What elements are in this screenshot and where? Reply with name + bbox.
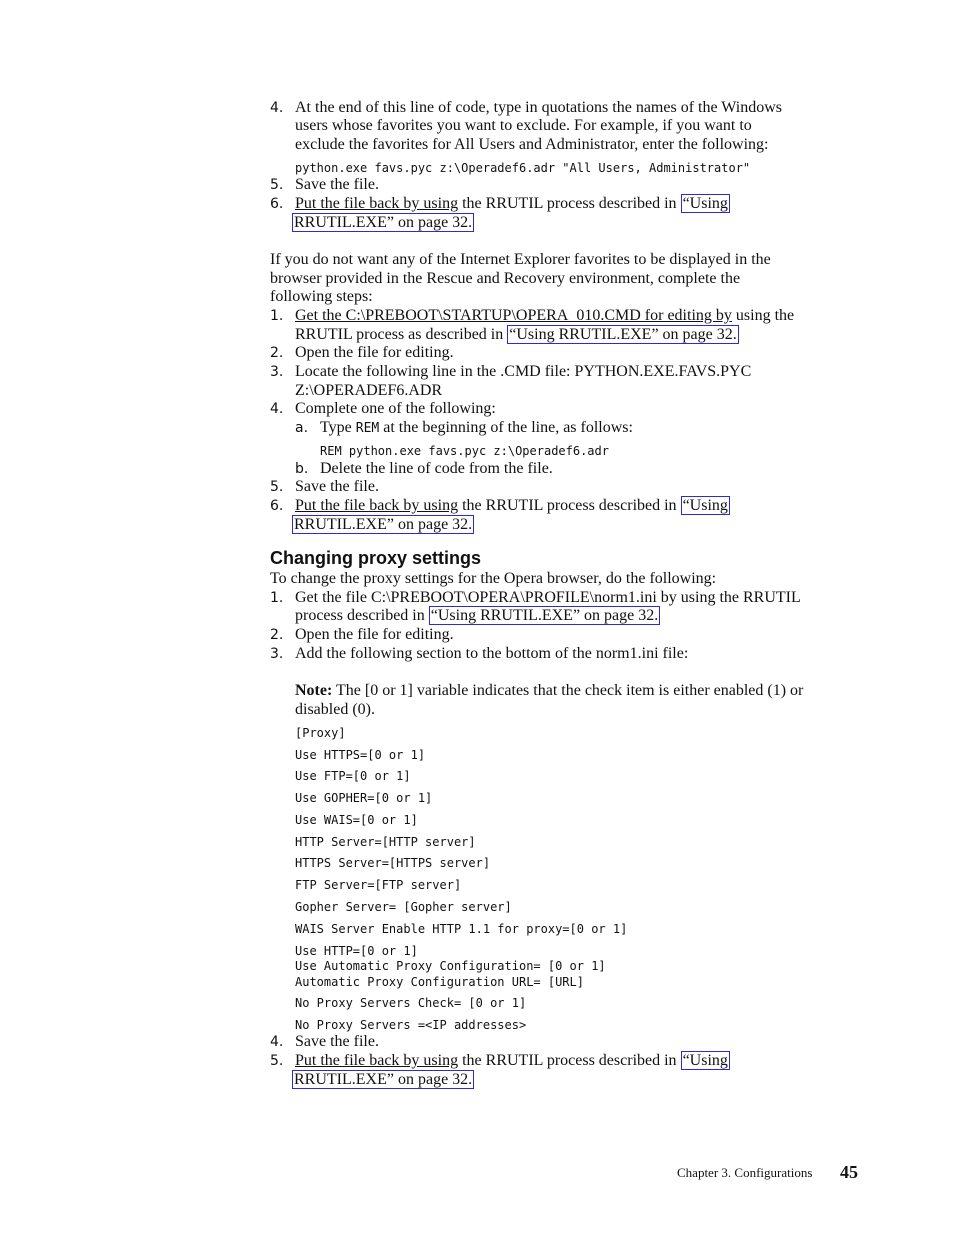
section-heading: Changing proxy settings	[270, 548, 482, 568]
inline-code: REM	[355, 421, 380, 436]
substep-letter: a.	[295, 420, 309, 436]
step-number: 1.	[270, 590, 284, 606]
step-text	[320, 419, 633, 438]
step-text: Open the file for editing.	[295, 626, 454, 643]
substep-letter: b.	[295, 461, 309, 477]
step-text	[295, 497, 730, 515]
step-number: 5.	[270, 1053, 284, 1069]
step-text	[295, 1052, 730, 1070]
code-line: HTTP Server=[HTTP server]	[295, 835, 476, 849]
code-line: WAIS Server Enable HTTP 1.1 for proxy=[0 or 1]	[295, 922, 628, 936]
code-line: Gopher Server= [Gopher server]	[295, 900, 512, 914]
step-text-segment: at the beginning of the line, as follows:	[379, 419, 633, 436]
step-number: 5.	[270, 479, 284, 495]
chapter-label: Chapter 3. Configurations	[677, 1165, 813, 1180]
step-text-segment: RRUTIL process as described in	[295, 326, 508, 343]
underlined-text: Put the file back by using	[295, 195, 459, 212]
cross-reference-link[interactable]: “Using	[682, 497, 728, 514]
page-number: 45	[840, 1162, 858, 1182]
step-text-segment: the RRUTIL process described in	[458, 1052, 681, 1069]
step-number: 2.	[270, 627, 284, 643]
step-number: 4.	[270, 401, 284, 417]
cross-reference-link[interactable]: “Using	[682, 195, 728, 212]
paragraph-text: browser provided in the Rescue and Recovery environment, complete the	[270, 270, 741, 287]
cross-reference-link[interactable]: “Using RRUTIL.EXE” on page 32.	[509, 326, 737, 343]
code-line: Use Automatic Proxy Configuration= [0 or 1]	[295, 959, 606, 973]
step-number: 1.	[270, 308, 284, 324]
step-number: 3.	[270, 364, 284, 380]
code-line: Use WAIS=[0 or 1]	[295, 813, 418, 827]
note	[295, 682, 803, 700]
paragraph-text: To change the proxy settings for the Opera browser, do the following:	[270, 570, 717, 587]
note-text: disabled (0).	[295, 701, 375, 718]
cross-reference-link[interactable]: “Using	[682, 1052, 728, 1069]
step-text-segment: using the	[731, 307, 795, 324]
step-text	[295, 607, 660, 625]
step-text: users whose favorites you want to exclude. For example, if you want to	[295, 117, 752, 134]
step-text-segment: the RRUTIL process described in	[458, 195, 681, 212]
step-text: Open the file for editing.	[295, 344, 454, 361]
step-number: 3.	[270, 646, 284, 662]
code-line: Use HTTP=[0 or 1]	[295, 944, 418, 958]
cross-reference-link[interactable]: RRUTIL.EXE” on page 32.	[294, 516, 473, 533]
step-text: Get the file C:\PREBOOT\OPERA\PROFILE\norm1.ini by using the RRUTIL	[295, 589, 801, 606]
code-line: [Proxy]	[295, 726, 346, 740]
step-text	[292, 214, 474, 232]
step-number: 5.	[270, 177, 284, 193]
cross-reference-link[interactable]: “Using RRUTIL.EXE” on page 32.	[430, 607, 659, 624]
code-line: Use HTTPS=[0 or 1]	[295, 748, 426, 762]
note-text: The [0 or 1] variable indicates that the check item is either enabled (1) or	[332, 682, 804, 699]
step-text: Save the file.	[295, 478, 379, 495]
code-line: FTP Server=[FTP server]	[295, 878, 462, 892]
paragraph-text: following steps:	[270, 288, 373, 305]
step-number: 6.	[270, 196, 284, 212]
step-text	[295, 195, 730, 213]
step-text: Complete one of the following:	[295, 400, 496, 417]
code-line: python.exe favs.pyc z:\Operadef6.adr "All Users, Administrator"	[295, 161, 751, 175]
paragraph-text: If you do not want any of the Internet Explorer favorites to be displayed in the	[270, 251, 771, 268]
step-text-segment: Type	[320, 419, 356, 436]
underlined-text: Get the C:\PREBOOT\STARTUP\OPERA_010.CMD for editing by	[295, 307, 732, 324]
code-line: HTTPS Server=[HTTPS server]	[295, 856, 491, 870]
step-text	[292, 516, 474, 534]
step-number: 4.	[270, 100, 284, 116]
step-text: Delete the line of code from the file.	[320, 460, 553, 477]
step-text: Save the file.	[295, 1033, 379, 1050]
note-label: Note:	[295, 682, 333, 699]
step-text-segment: the RRUTIL process described in	[458, 497, 681, 514]
code-line: Use GOPHER=[0 or 1]	[295, 791, 433, 805]
code-line: No Proxy Servers =<IP addresses>	[295, 1018, 527, 1032]
code-line: Use FTP=[0 or 1]	[295, 769, 411, 783]
underlined-text: Put the file back by using	[295, 497, 459, 514]
step-text: Z:\OPERADEF6.ADR	[295, 382, 443, 399]
cross-reference-link[interactable]: RRUTIL.EXE” on page 32.	[294, 214, 473, 231]
step-text: exclude the favorites for All Users and Administrator, enter the following:	[295, 136, 769, 153]
step-text-segment: process described in	[295, 607, 429, 624]
code-line: Automatic Proxy Configuration URL= [URL]	[295, 975, 584, 989]
step-text: Save the file.	[295, 176, 379, 193]
step-number: 4.	[270, 1034, 284, 1050]
step-number: 2.	[270, 345, 284, 361]
code-line: REM python.exe favs.pyc z:\Operadef6.adr	[320, 444, 609, 458]
step-text: Locate the following line in the .CMD file: PYTHON.EXE.FAVS.PYC	[295, 363, 752, 380]
underlined-text: Put the file back by using	[295, 1052, 459, 1069]
step-text: Add the following section to the bottom of the norm1.ini file:	[295, 645, 689, 662]
step-text	[295, 307, 794, 325]
cross-reference-link[interactable]: RRUTIL.EXE” on page 32.	[294, 1071, 473, 1088]
step-text: At the end of this line of code, type in quotations the names of the Windows	[295, 99, 782, 116]
step-text	[292, 1071, 474, 1089]
step-number: 6.	[270, 498, 284, 514]
step-text	[295, 326, 739, 344]
code-line: No Proxy Servers Check= [0 or 1]	[295, 996, 527, 1010]
